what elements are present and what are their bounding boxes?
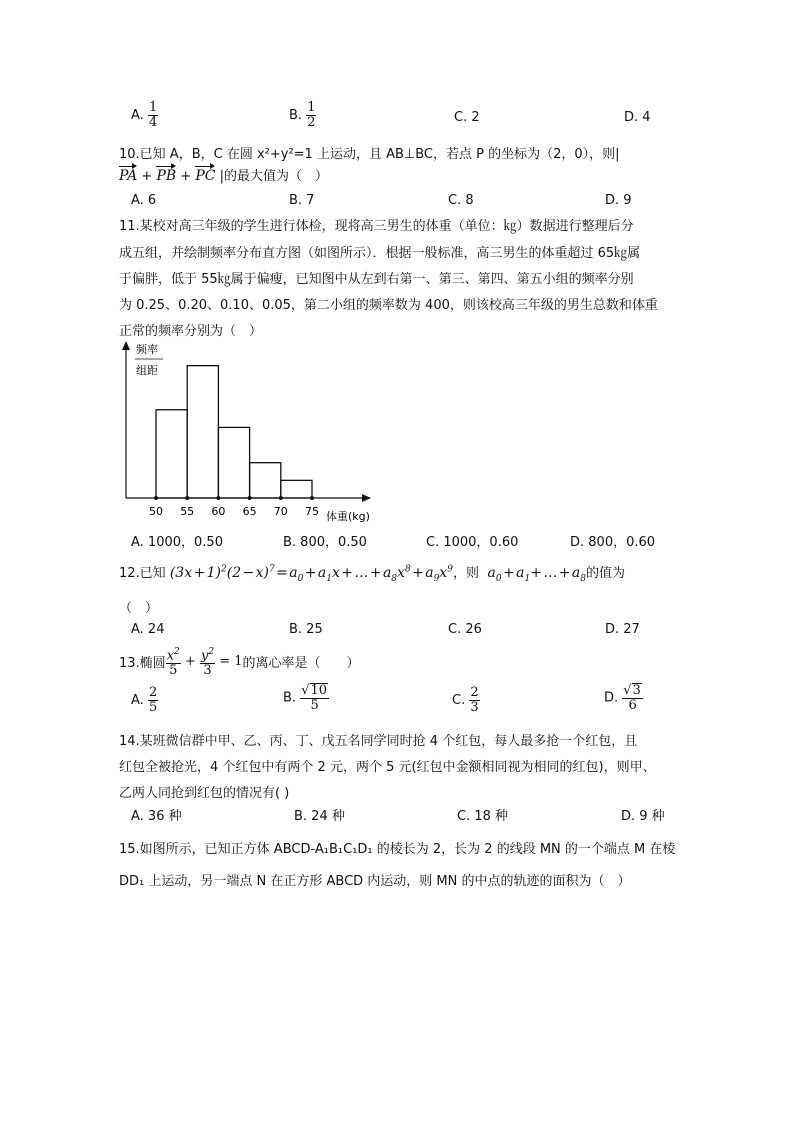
q13-y-term: $\frac{y^2}{3}$: [200, 647, 215, 679]
q13-d-fraction: $\frac{√3}{6}$: [623, 683, 641, 713]
q11-stem-line1: 11.某校对高三年级的学生进行体检，现将高三男生的体重（单位：㎏）数据进行整理后分: [119, 219, 634, 234]
histogram-tick-dot: [185, 496, 189, 500]
histogram-tick-dot: [310, 496, 314, 500]
q10-option-a: A. 6: [131, 193, 157, 208]
q14-option-b: B. 24 种: [294, 809, 345, 824]
q14-option-a: A. 36 种: [131, 809, 182, 824]
q14-option-c: C. 18 种: [457, 809, 509, 824]
q13-b-fraction: $\frac{√10}{5}$: [301, 683, 328, 713]
q10-vector-pc: PC: [195, 164, 215, 184]
histogram-tick-dot: [279, 496, 283, 500]
q9-a-fraction: [148, 101, 158, 130]
q10-option-c: C. 8: [448, 193, 474, 208]
histogram-bar: [281, 480, 312, 498]
q13-stem: 13.椭圆 $\frac{x^2}{5}$ + $\frac{y^2}{3}$ = 1的离心率是（ ）: [119, 647, 360, 679]
histogram-bar: [156, 410, 187, 498]
histogram-xlabel: 体重(kg): [326, 510, 370, 523]
q14-stem-line2: 红包全被抢光，4 个红包中有两个 2 元，两个 5 元(红包中金额相同视为相同的红包)，则甲、: [119, 760, 656, 775]
q12-stem: [119, 562, 625, 584]
q13-d-label: D.: [604, 690, 619, 706]
q14-stem-line3: 乙两人同抢到红包的情况有( ): [119, 786, 290, 801]
q11-option-c: C. 1000，0.60: [426, 535, 519, 550]
q14-option-d: D. 9 种: [621, 809, 665, 824]
q12-option-b: B. 25: [289, 622, 323, 637]
q13-x-term: $\frac{x^2}{5}$: [166, 647, 180, 679]
q11-option-b: B. 800，0.50: [283, 535, 367, 550]
q11-option-a: A. 1000，0.50: [131, 535, 223, 550]
q13-d-num: 3: [632, 683, 641, 698]
q9-option-c: C. 2: [454, 110, 480, 125]
q12-option-a: A. 24: [131, 622, 165, 637]
q11-stem-line3: 于偏胖，低于 55㎏属于偏瘦，已知图中从左到右第一、第三、第四、第五小组的频率分别: [119, 272, 634, 287]
q12-tail-suffix: 的值为: [586, 566, 626, 581]
q13-c-num: 2: [470, 685, 479, 700]
q10-stem-line2: [119, 164, 328, 184]
q9-option-a: [131, 101, 158, 130]
q11-option-d: D. 800，0.60: [570, 535, 656, 550]
histogram-tick-label: 60: [211, 505, 226, 518]
q13-prefix: 13.椭圆: [119, 656, 166, 672]
q9-b-fraction: [306, 101, 316, 130]
q10-vector-pa: PA: [119, 164, 137, 184]
q12-expression: (3x + 1)$^2$(2 − x)$^7$ = $a_0$ + $a_1x$ + … + $a_8x^8$ + $a_9x^9$: [169, 564, 453, 584]
q11-stem-line5: 正常的频率分别为（ ）: [119, 324, 263, 339]
histogram-tick-label: 75: [305, 505, 319, 518]
histogram-tick-dot: [216, 496, 220, 500]
q9-a-den: 4: [148, 115, 158, 130]
q13-b-den: 5: [310, 698, 319, 713]
histogram-ylabel-top: 频率: [136, 343, 158, 356]
q13-a-num: 2: [148, 685, 158, 700]
q13-c-den: 3: [470, 700, 479, 715]
q9-b-den: 2: [307, 115, 316, 130]
histogram-bar: [250, 463, 281, 498]
q13-suffix: 的离心率是（ ）: [242, 656, 360, 672]
q13-eq-rhs: = 1: [219, 654, 243, 670]
q13-c-fraction: [469, 686, 479, 715]
histogram-y-arrow: [122, 341, 130, 350]
histogram-tick-dot: [248, 496, 252, 500]
q9-a-label: A.: [131, 108, 144, 123]
histogram-ylabel-bottom: 组距: [136, 364, 158, 377]
q11-stem-line4: 为 0.25、0.20、0.10、0.05，第二小组的频率数为 400，则该校高三年级的男生总数和体重: [119, 298, 658, 313]
q10-stem-line1: 10.已知 A，B，C 在圆 x²+y²=1 上运动，且 AB⊥BC，若点 P 的坐标为（2，0），则|: [119, 147, 620, 162]
q10-plus-2: +: [180, 169, 192, 184]
histogram-tick-label: 70: [273, 505, 288, 518]
q11-histogram: [118, 340, 388, 525]
q13-option-d: [604, 683, 643, 713]
q12-option-c: C. 26: [448, 622, 482, 637]
q10-stem-tail: |的最大值为（ ）: [219, 169, 329, 184]
q10-option-b: B. 7: [289, 193, 315, 208]
histogram-tick-label: 65: [242, 505, 257, 518]
q13-a-label: A.: [131, 693, 144, 708]
q10-vector-pb: PB: [156, 164, 176, 184]
histogram-bar: [218, 427, 249, 498]
q12-sum: $a_0$ + $a_1+$ … + $a_8$: [487, 565, 587, 584]
q14-stem-line1: 14.某班微信群中甲、乙、丙、丁、戊五名同学同时抢 4 个红包，每人最多抢一个红包，且: [119, 734, 638, 749]
q12-paren: （ ）: [119, 601, 159, 616]
q12-option-d: D. 27: [605, 622, 640, 637]
q13-b-num: 10: [310, 683, 328, 698]
q13-c-label: C.: [452, 693, 466, 708]
q13-d-den: 6: [628, 698, 637, 713]
histogram-tick-label: 55: [180, 505, 195, 518]
q9-b-label: B.: [289, 108, 303, 123]
histogram-bar: [187, 366, 218, 498]
q13-option-c: [452, 686, 480, 715]
histogram-tick-label: 50: [149, 505, 163, 518]
q15-stem-line2: DD₁ 上运动，另一端点 N 在正方形 ABCD 内运动，则 MN 的中点的轨迹的面积为（ ）: [119, 874, 631, 889]
q15-stem-line1: 15.如图所示，已知正方体 ABCD-A₁B₁C₁D₁ 的棱长为 2，长为 2 的线段 MN 的一个端点 M 在棱: [119, 842, 676, 857]
q13-a-den: 5: [148, 700, 158, 715]
q9-option-b: [289, 101, 316, 130]
q9-b-num: 1: [307, 100, 316, 115]
q12-prefix: 12.已知: [119, 566, 166, 581]
q13-b-label: B.: [283, 690, 297, 706]
histogram-x-arrow: [362, 494, 371, 502]
q9-a-num: 1: [148, 100, 158, 115]
q13-a-fraction: [148, 686, 158, 715]
q13-option-b: [283, 683, 329, 713]
q10-option-d: D. 9: [605, 193, 632, 208]
q10-plus-1: +: [141, 169, 153, 184]
q9-option-d: D. 4: [624, 110, 651, 125]
q12-tail-prefix: ，则: [452, 566, 479, 581]
q11-stem-line2: 成五组，并绘制频率分布直方图（如图所示）．根据一般标准，高三男生的体重超过 65㎏属: [119, 246, 641, 261]
q13-option-a: [131, 686, 158, 715]
histogram-tick-dot: [154, 496, 158, 500]
